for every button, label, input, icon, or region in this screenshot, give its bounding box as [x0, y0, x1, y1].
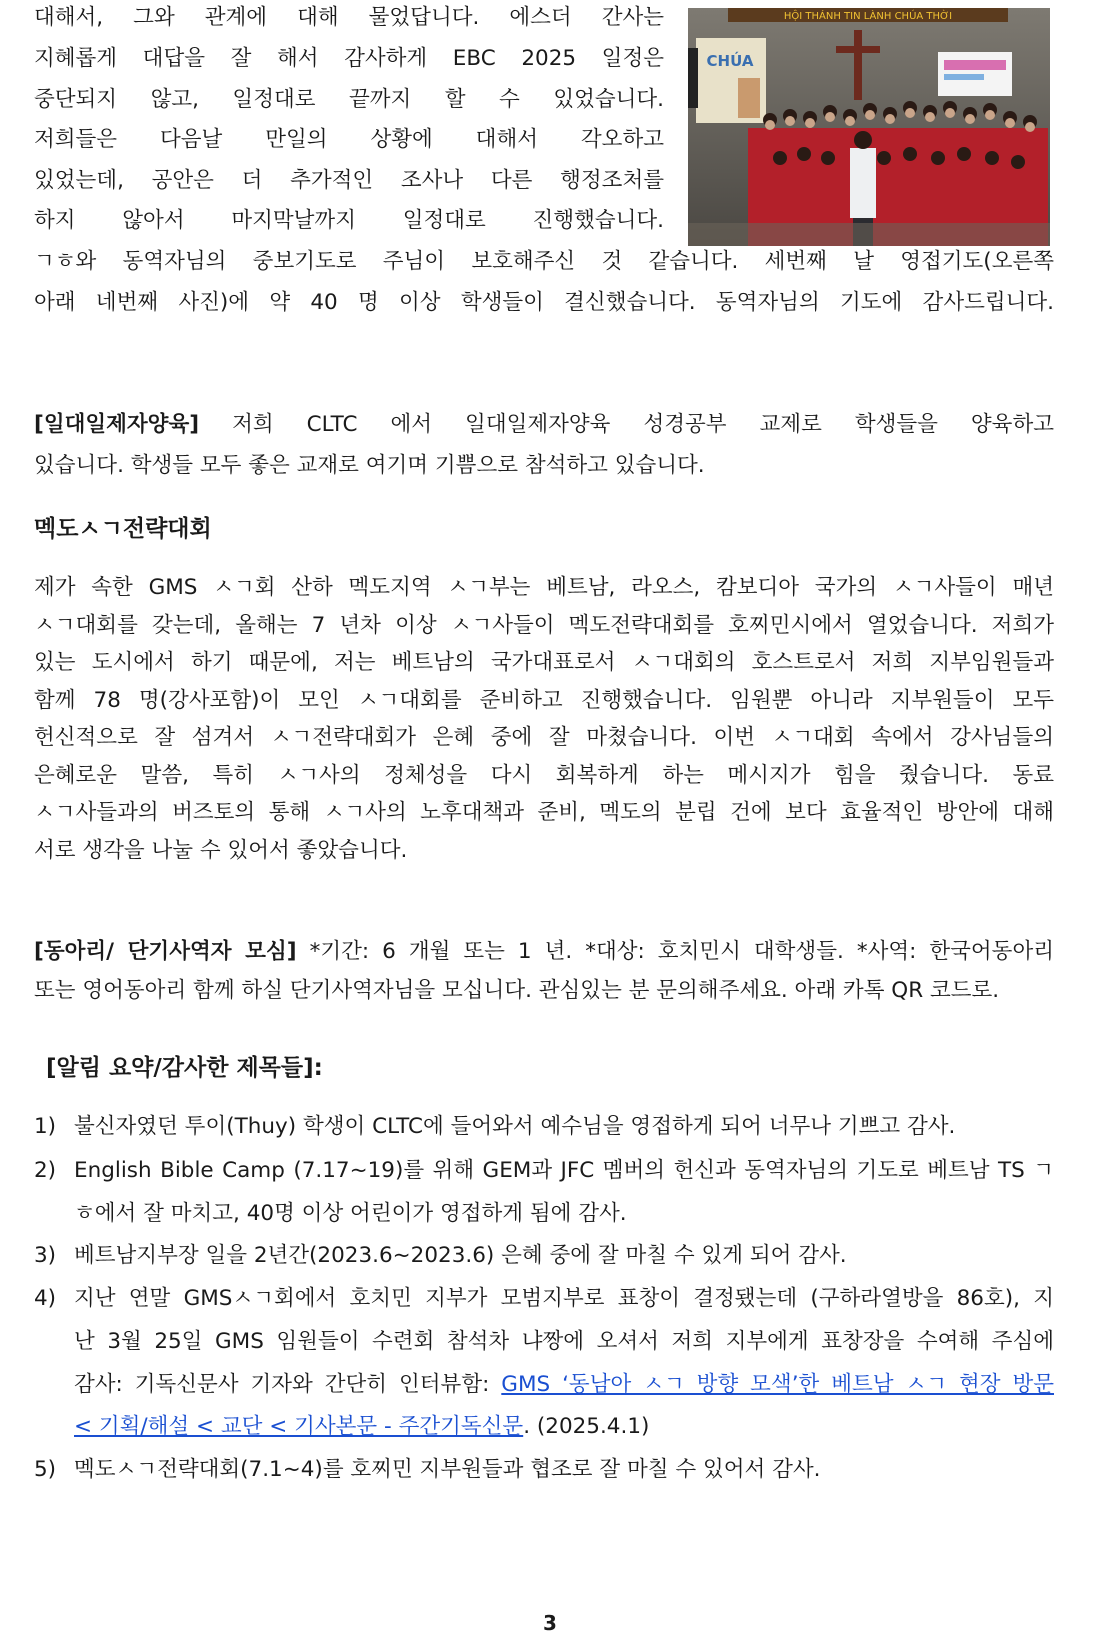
recruit-line-1: [34, 937, 1054, 967]
photo-banner-text: CHÚA: [706, 52, 754, 70]
discipleship-line-1-text: 저희 CLTC 에서 일대일제자양육 성경공부 교제로 학생들을 양육하고: [232, 412, 1054, 437]
discipleship-line-2: 있습니다. 학생들 모두 좋은 교재로 여기며 기쁨으로 참석하고 있습니다.: [34, 453, 705, 478]
intro-line-5: 있었는데, 공안은 더 추가적인 조사나 다른 행정조처를: [34, 168, 664, 193]
intro-line-7: ㄱㅎ와 동역자님의 중보기도로 주님이 보호해주신 것 같습니다. 세번째 날 영접기도(오른쪽: [34, 249, 1054, 274]
mekong-line-7: ㅅㄱ사들과의 버즈토의 통해 ㅅㄱ사의 노후대책과 준비, 멕도의 분립 건에 보다 효율적인 방안에 대해: [34, 800, 1054, 825]
summary-item-link-line-2: [74, 1412, 1054, 1442]
summary-item-text: 난 3월 25일 GMS 임원들이 수련회 참석차 냐짱에 오셔서 저희 지부에게 표창장을 수여해 주심에: [74, 1329, 1054, 1354]
article-date: . (2025.4.1): [523, 1414, 650, 1439]
interview-prefix: 감사: 기독신문사 기자와 간단히 인터뷰함:: [74, 1372, 502, 1397]
mekong-line-5: 헌신적으로 잘 섬겨서 ㅅㄱ전략대회가 은혜 중에 잘 마쳤습니다. 이번 ㅅㄱ대회 속에서 강사님들의: [34, 725, 1054, 750]
intro-line-3: 중단되지 않고, 일정대로 끝까지 할 수 있었습니다.: [34, 87, 664, 112]
summary-item-text: English Bible Camp (7.17~19)를 위해 GEM과 JFC 멤버의 헌신과 동역자님의 기도로 베트남 TS ㄱ: [74, 1158, 1054, 1183]
intro-line-1: 대해서, 그와 관계에 대해 물었답니다. 에스더 간사는: [34, 5, 664, 30]
worship-photo: [688, 8, 1050, 246]
mekong-line-6: 은혜로운 말씀, 특히 ㅅㄱ사의 정체성을 다시 회복하게 하는 메시지가 힘을 줬습니다. 동료: [34, 763, 1054, 788]
summary-heading: [알림 요약/감사한 제목들]:: [46, 1055, 323, 1081]
mekong-line-3: 있는 도시에서 하기 때문에, 저는 베트남의 국가대표로서 ㅅㄱ대회의 호스트로서 저희 지부임원들과: [34, 650, 1054, 675]
summary-item-text: 불신자였던 투이(Thuy) 학생이 CLTC에 들어와서 예수님을 영접하게 되어 너무나 기쁘고 감사.: [74, 1114, 956, 1139]
page-number: 3: [543, 1611, 557, 1635]
mekong-line-8: 서로 생각을 나눌 수 있어서 좋았습니다.: [34, 838, 408, 863]
discipleship-heading: [일대일제자양육]: [34, 412, 200, 437]
recruit-line-2: 또는 영어동아리 함께 하실 단기사역자님을 모십니다. 관심있는 분 문의해주세요. 아래 카톡 QR 코드로.: [34, 978, 1000, 1003]
mekong-heading: 멕도ㅅㄱ전략대회: [34, 516, 212, 542]
mekong-line-4: 함께 78 명(강사포함)이 모인 ㅅㄱ대회를 준비하고 진행했습니다. 임원뿐 아니라 지부원들이 모두: [34, 688, 1054, 713]
article-link-section[interactable]: < 기획/해설 < 교단 < 기사본문 - 주간기독신문: [74, 1414, 524, 1439]
summary-item-text: 멕도ㅅㄱ전략대회(7.1~4)를 호찌민 지부원들과 협조로 잘 마칠 수 있어서 감사.: [74, 1457, 821, 1482]
article-link-title[interactable]: GMS ‘동남아 ㅅㄱ 방향 모색’한 베트남 ㅅㄱ 현장 방문: [501, 1372, 1054, 1397]
summary-item-number: 5): [34, 1457, 57, 1482]
mekong-line-2: ㅅㄱ대회를 갖는데, 올해는 7 년차 이상 ㅅㄱ사들이 멕도전략대회를 호찌민시에서 열었습니다. 저희가: [34, 613, 1054, 638]
worship-photo-icon: [688, 8, 1050, 246]
intro-line-6: 하지 않아서 마지막날까지 일정대로 진행했습니다.: [34, 208, 664, 233]
summary-item-text: ㅎ에서 잘 마치고, 40명 이상 어린이가 영접하게 됨에 감사.: [74, 1201, 627, 1226]
intro-line-2: 지혜롭게 대답을 잘 해서 감사하게 EBC 2025 일정은: [34, 46, 664, 71]
summary-item-link-line: [74, 1370, 1054, 1400]
discipleship-line-1: [34, 410, 1054, 440]
recruit-line-1-text: *기간: 6 개월 또는 1 년. *대상: 호치민시 대학생들. *사역: 한국어동아리: [296, 939, 1054, 964]
summary-item-text: 베트남지부장 일을 2년간(2023.6~2023.6) 은혜 중에 잘 마칠 수 있게 되어 감사.: [74, 1243, 847, 1268]
recruit-heading: [동아리/ 단기사역자 모심]: [34, 939, 297, 964]
intro-line-4: 저희들은 다음날 만일의 상황에 대해서 각오하고: [34, 127, 664, 152]
mekong-line-1: 제가 속한 GMS ㅅㄱ회 산하 멕도지역 ㅅㄱ부는 베트남, 라오스, 캄보디아 국가의 ㅅㄱ사들이 매년: [34, 575, 1054, 600]
summary-item-number: 1): [34, 1114, 57, 1139]
summary-item-text: 지난 연말 GMSㅅㄱ회에서 호치민 지부가 모범지부로 표창이 결정됐는데 (구하라열방을 86호), 지: [74, 1286, 1054, 1311]
summary-item-number: 3): [34, 1243, 57, 1268]
summary-item-number: 4): [34, 1286, 57, 1311]
intro-line-8: 아래 네번째 사진)에 약 40 명 이상 학생들이 결신했습니다. 동역자님의 기도에 감사드립니다.: [34, 290, 1054, 315]
summary-item-number: 2): [34, 1158, 57, 1183]
photo-sign-text: HỘI THÁNH TIN LÀNH CHÚA THỜI: [783, 11, 953, 22]
